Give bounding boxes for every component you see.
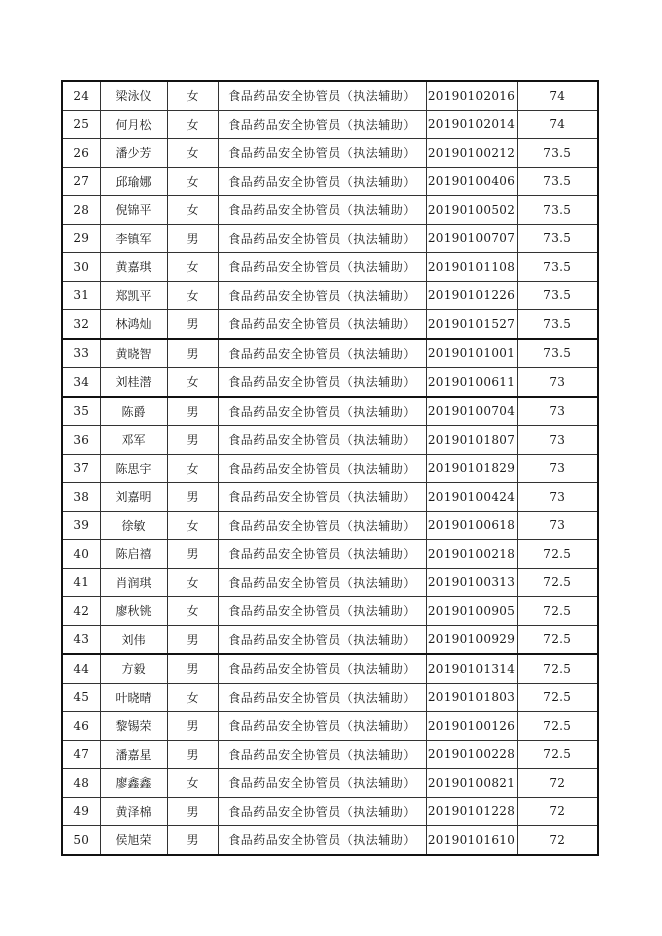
position-cell: 食品药品安全协管员（执法辅助） bbox=[218, 654, 426, 683]
exam-id-cell: 20190100611 bbox=[426, 368, 517, 397]
table-row bbox=[62, 797, 598, 826]
name-cell: 潘嘉星 bbox=[100, 740, 167, 769]
table-row bbox=[62, 281, 598, 310]
name-cell: 陈思宇 bbox=[100, 454, 167, 483]
score-cell: 72.5 bbox=[517, 540, 598, 569]
table-row bbox=[62, 769, 598, 798]
position-cell: 食品药品安全协管员（执法辅助） bbox=[218, 568, 426, 597]
name-cell: 潘少芳 bbox=[100, 139, 167, 168]
position-cell: 食品药品安全协管员（执法辅助） bbox=[218, 511, 426, 540]
table-row bbox=[62, 426, 598, 455]
gender-cell: 女 bbox=[167, 110, 218, 139]
exam-id-cell: 20190100905 bbox=[426, 597, 517, 626]
row-number-cell: 26 bbox=[62, 139, 100, 168]
exam-id-cell: 20190101829 bbox=[426, 454, 517, 483]
table-row bbox=[62, 224, 598, 253]
name-cell: 邓军 bbox=[100, 426, 167, 455]
score-cell: 73.5 bbox=[517, 167, 598, 196]
position-cell: 食品药品安全协管员（执法辅助） bbox=[218, 483, 426, 512]
exam-id-cell: 20190101610 bbox=[426, 826, 517, 855]
exam-id-cell: 20190100212 bbox=[426, 139, 517, 168]
position-cell: 食品药品安全协管员（执法辅助） bbox=[218, 339, 426, 368]
position-cell: 食品药品安全协管员（执法辅助） bbox=[218, 110, 426, 139]
row-number-cell: 41 bbox=[62, 568, 100, 597]
gender-cell: 女 bbox=[167, 139, 218, 168]
results-table bbox=[61, 80, 599, 856]
exam-id-cell: 20190100929 bbox=[426, 625, 517, 654]
exam-id-cell: 20190100424 bbox=[426, 483, 517, 512]
position-cell: 食品药品安全协管员（执法辅助） bbox=[218, 281, 426, 310]
gender-cell: 男 bbox=[167, 483, 218, 512]
position-cell: 食品药品安全协管员（执法辅助） bbox=[218, 625, 426, 654]
gender-cell: 男 bbox=[167, 310, 218, 339]
exam-id-cell: 20190100821 bbox=[426, 769, 517, 798]
table-row bbox=[62, 167, 598, 196]
gender-cell: 男 bbox=[167, 426, 218, 455]
table-row bbox=[62, 397, 598, 426]
position-cell: 食品药品安全协管员（执法辅助） bbox=[218, 167, 426, 196]
table-row bbox=[62, 826, 598, 855]
score-cell: 73 bbox=[517, 397, 598, 426]
row-number-cell: 44 bbox=[62, 654, 100, 683]
gender-cell: 女 bbox=[167, 511, 218, 540]
position-cell: 食品药品安全协管员（执法辅助） bbox=[218, 540, 426, 569]
exam-id-cell: 20190101807 bbox=[426, 426, 517, 455]
name-cell: 侯旭荣 bbox=[100, 826, 167, 855]
exam-id-cell: 20190101527 bbox=[426, 310, 517, 339]
name-cell: 林鸿灿 bbox=[100, 310, 167, 339]
row-number-cell: 25 bbox=[62, 110, 100, 139]
table-row bbox=[62, 339, 598, 368]
exam-id-cell: 20190100704 bbox=[426, 397, 517, 426]
score-cell: 74 bbox=[517, 81, 598, 110]
name-cell: 肖润琪 bbox=[100, 568, 167, 597]
table-row bbox=[62, 740, 598, 769]
score-cell: 73.5 bbox=[517, 224, 598, 253]
gender-cell: 男 bbox=[167, 625, 218, 654]
gender-cell: 女 bbox=[167, 769, 218, 798]
score-cell: 73.5 bbox=[517, 310, 598, 339]
row-number-cell: 39 bbox=[62, 511, 100, 540]
position-cell: 食品药品安全协管员（执法辅助） bbox=[218, 769, 426, 798]
row-number-cell: 27 bbox=[62, 167, 100, 196]
name-cell: 黄晓智 bbox=[100, 339, 167, 368]
table-row bbox=[62, 568, 598, 597]
row-number-cell: 28 bbox=[62, 196, 100, 225]
name-cell: 黄泽棉 bbox=[100, 797, 167, 826]
exam-id-cell: 20190101226 bbox=[426, 281, 517, 310]
gender-cell: 男 bbox=[167, 540, 218, 569]
table-row bbox=[62, 597, 598, 626]
exam-id-cell: 20190100502 bbox=[426, 196, 517, 225]
position-cell: 食品药品安全协管员（执法辅助） bbox=[218, 81, 426, 110]
table-row bbox=[62, 712, 598, 741]
gender-cell: 女 bbox=[167, 196, 218, 225]
gender-cell: 女 bbox=[167, 597, 218, 626]
name-cell: 梁泳仪 bbox=[100, 81, 167, 110]
position-cell: 食品药品安全协管员（执法辅助） bbox=[218, 740, 426, 769]
row-number-cell: 34 bbox=[62, 368, 100, 397]
position-cell: 食品药品安全协管员（执法辅助） bbox=[218, 196, 426, 225]
position-cell: 食品药品安全协管员（执法辅助） bbox=[218, 368, 426, 397]
row-number-cell: 38 bbox=[62, 483, 100, 512]
row-number-cell: 32 bbox=[62, 310, 100, 339]
table-row bbox=[62, 540, 598, 569]
table-row bbox=[62, 483, 598, 512]
row-number-cell: 33 bbox=[62, 339, 100, 368]
score-cell: 72.5 bbox=[517, 712, 598, 741]
table-row bbox=[62, 654, 598, 683]
table-row bbox=[62, 139, 598, 168]
row-number-cell: 47 bbox=[62, 740, 100, 769]
exam-id-cell: 20190102016 bbox=[426, 81, 517, 110]
table-row bbox=[62, 253, 598, 282]
exam-id-cell: 20190102014 bbox=[426, 110, 517, 139]
score-cell: 73 bbox=[517, 368, 598, 397]
results-table-body bbox=[62, 81, 598, 855]
name-cell: 黄嘉琪 bbox=[100, 253, 167, 282]
position-cell: 食品药品安全协管员（执法辅助） bbox=[218, 397, 426, 426]
exam-id-cell: 20190100406 bbox=[426, 167, 517, 196]
score-cell: 73.5 bbox=[517, 196, 598, 225]
score-cell: 73.5 bbox=[517, 281, 598, 310]
row-number-cell: 43 bbox=[62, 625, 100, 654]
name-cell: 李镇军 bbox=[100, 224, 167, 253]
exam-id-cell: 20190100313 bbox=[426, 568, 517, 597]
row-number-cell: 36 bbox=[62, 426, 100, 455]
table-row bbox=[62, 368, 598, 397]
score-cell: 72.5 bbox=[517, 625, 598, 654]
score-cell: 72.5 bbox=[517, 740, 598, 769]
exam-id-cell: 20190101314 bbox=[426, 654, 517, 683]
name-cell: 陈启禧 bbox=[100, 540, 167, 569]
gender-cell: 男 bbox=[167, 339, 218, 368]
table-row bbox=[62, 196, 598, 225]
name-cell: 郑凯平 bbox=[100, 281, 167, 310]
score-cell: 73 bbox=[517, 454, 598, 483]
row-number-cell: 49 bbox=[62, 797, 100, 826]
gender-cell: 男 bbox=[167, 654, 218, 683]
gender-cell: 女 bbox=[167, 454, 218, 483]
row-number-cell: 40 bbox=[62, 540, 100, 569]
exam-id-cell: 20190100707 bbox=[426, 224, 517, 253]
row-number-cell: 48 bbox=[62, 769, 100, 798]
score-cell: 72.5 bbox=[517, 597, 598, 626]
table-row bbox=[62, 81, 598, 110]
table-row bbox=[62, 110, 598, 139]
name-cell: 邱瑜娜 bbox=[100, 167, 167, 196]
gender-cell: 女 bbox=[167, 253, 218, 282]
name-cell: 叶晓晴 bbox=[100, 683, 167, 712]
exam-id-cell: 20190101803 bbox=[426, 683, 517, 712]
name-cell: 黎锡荣 bbox=[100, 712, 167, 741]
name-cell: 倪锦平 bbox=[100, 196, 167, 225]
position-cell: 食品药品安全协管员（执法辅助） bbox=[218, 712, 426, 741]
exam-id-cell: 20190100218 bbox=[426, 540, 517, 569]
gender-cell: 女 bbox=[167, 281, 218, 310]
position-cell: 食品药品安全协管员（执法辅助） bbox=[218, 224, 426, 253]
table-row bbox=[62, 454, 598, 483]
gender-cell: 男 bbox=[167, 712, 218, 741]
score-cell: 73 bbox=[517, 483, 598, 512]
gender-cell: 女 bbox=[167, 683, 218, 712]
score-cell: 72.5 bbox=[517, 654, 598, 683]
name-cell: 方毅 bbox=[100, 654, 167, 683]
name-cell: 刘伟 bbox=[100, 625, 167, 654]
position-cell: 食品药品安全协管员（执法辅助） bbox=[218, 310, 426, 339]
position-cell: 食品药品安全协管员（执法辅助） bbox=[218, 253, 426, 282]
exam-id-cell: 20190100228 bbox=[426, 740, 517, 769]
exam-id-cell: 20190101001 bbox=[426, 339, 517, 368]
row-number-cell: 29 bbox=[62, 224, 100, 253]
name-cell: 廖鑫鑫 bbox=[100, 769, 167, 798]
row-number-cell: 45 bbox=[62, 683, 100, 712]
row-number-cell: 50 bbox=[62, 826, 100, 855]
score-cell: 73.5 bbox=[517, 339, 598, 368]
score-cell: 73.5 bbox=[517, 139, 598, 168]
score-cell: 73.5 bbox=[517, 253, 598, 282]
row-number-cell: 31 bbox=[62, 281, 100, 310]
name-cell: 何月松 bbox=[100, 110, 167, 139]
row-number-cell: 24 bbox=[62, 81, 100, 110]
gender-cell: 女 bbox=[167, 167, 218, 196]
row-number-cell: 42 bbox=[62, 597, 100, 626]
position-cell: 食品药品安全协管员（执法辅助） bbox=[218, 826, 426, 855]
gender-cell: 男 bbox=[167, 826, 218, 855]
score-cell: 72.5 bbox=[517, 568, 598, 597]
score-cell: 72 bbox=[517, 797, 598, 826]
score-cell: 73 bbox=[517, 426, 598, 455]
gender-cell: 男 bbox=[167, 397, 218, 426]
score-cell: 74 bbox=[517, 110, 598, 139]
exam-id-cell: 20190100126 bbox=[426, 712, 517, 741]
row-number-cell: 37 bbox=[62, 454, 100, 483]
exam-id-cell: 20190101108 bbox=[426, 253, 517, 282]
name-cell: 陈爵 bbox=[100, 397, 167, 426]
table-row bbox=[62, 683, 598, 712]
table-row bbox=[62, 310, 598, 339]
name-cell: 刘嘉明 bbox=[100, 483, 167, 512]
position-cell: 食品药品安全协管员（执法辅助） bbox=[218, 683, 426, 712]
name-cell: 廖秋铫 bbox=[100, 597, 167, 626]
position-cell: 食品药品安全协管员（执法辅助） bbox=[218, 454, 426, 483]
score-cell: 72 bbox=[517, 826, 598, 855]
row-number-cell: 35 bbox=[62, 397, 100, 426]
gender-cell: 男 bbox=[167, 797, 218, 826]
table-row bbox=[62, 625, 598, 654]
exam-id-cell: 20190100618 bbox=[426, 511, 517, 540]
gender-cell: 女 bbox=[167, 81, 218, 110]
row-number-cell: 30 bbox=[62, 253, 100, 282]
score-cell: 73 bbox=[517, 511, 598, 540]
name-cell: 刘桂潜 bbox=[100, 368, 167, 397]
gender-cell: 女 bbox=[167, 568, 218, 597]
score-cell: 72 bbox=[517, 769, 598, 798]
gender-cell: 女 bbox=[167, 368, 218, 397]
table-row bbox=[62, 511, 598, 540]
position-cell: 食品药品安全协管员（执法辅助） bbox=[218, 139, 426, 168]
position-cell: 食品药品安全协管员（执法辅助） bbox=[218, 426, 426, 455]
position-cell: 食品药品安全协管员（执法辅助） bbox=[218, 597, 426, 626]
exam-id-cell: 20190101228 bbox=[426, 797, 517, 826]
gender-cell: 男 bbox=[167, 740, 218, 769]
name-cell: 徐敏 bbox=[100, 511, 167, 540]
gender-cell: 男 bbox=[167, 224, 218, 253]
position-cell: 食品药品安全协管员（执法辅助） bbox=[218, 797, 426, 826]
score-cell: 72.5 bbox=[517, 683, 598, 712]
row-number-cell: 46 bbox=[62, 712, 100, 741]
